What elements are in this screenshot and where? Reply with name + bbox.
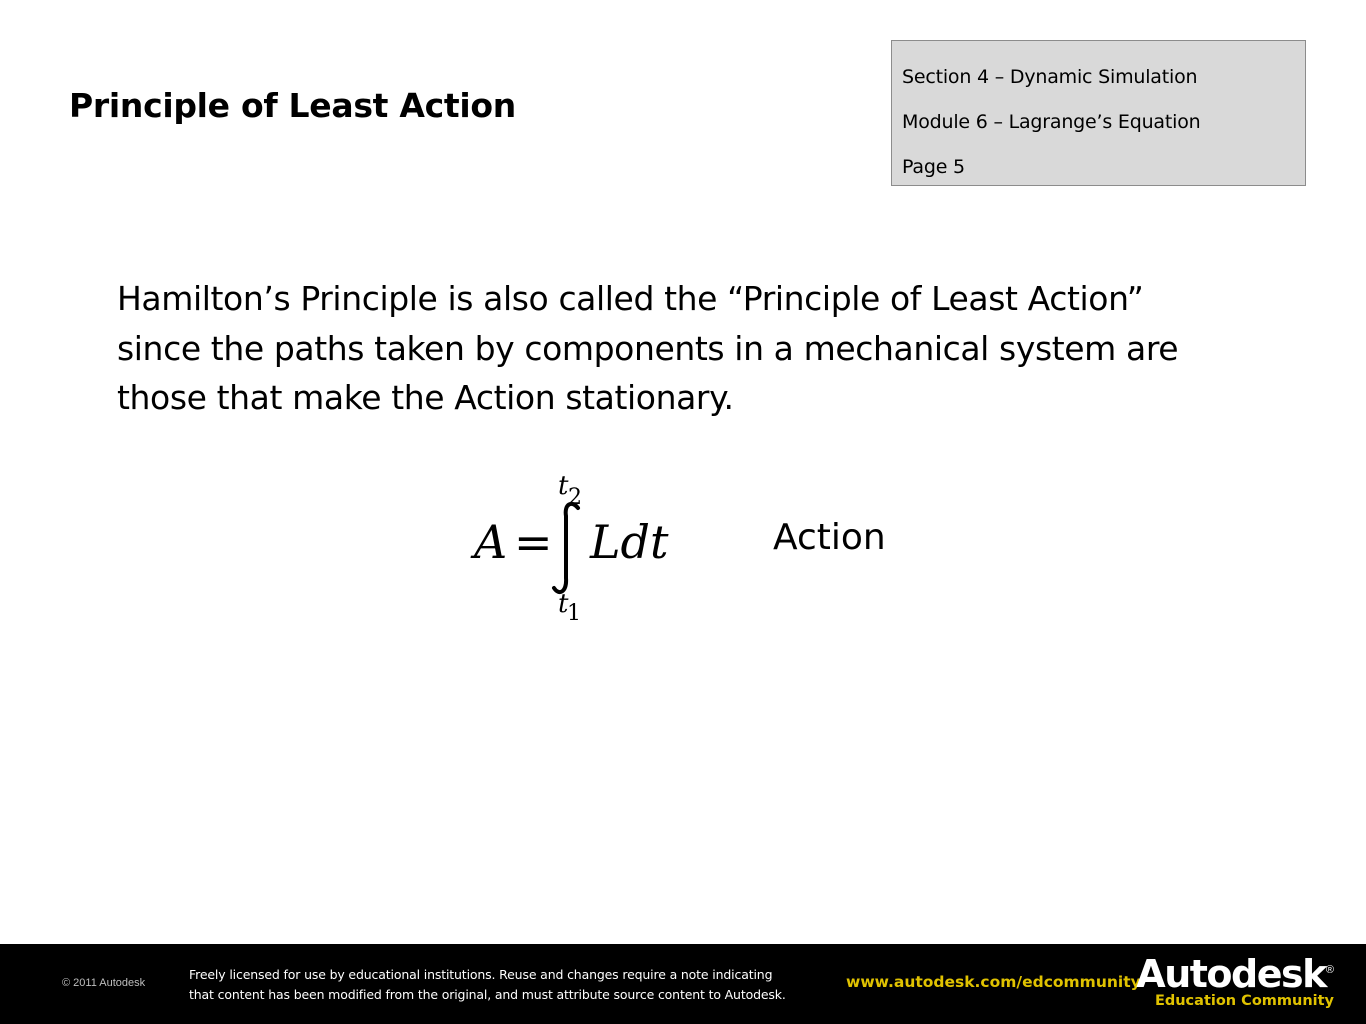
brand-name: Autodesk — [1136, 952, 1326, 996]
equation-operator: = — [514, 515, 553, 569]
action-integral-equation — [468, 470, 698, 630]
lower-limit-var: t — [558, 589, 569, 619]
equation-integrand: Ldt — [590, 515, 669, 569]
license-line-1: Freely licensed for use by educational institutions. Reuse and changes require a note indicating — [189, 967, 773, 982]
lower-limit-sub: 1 — [567, 601, 581, 626]
body-paragraph: Hamilton’s Principle is also called the “Principle of Least Action” since the paths taken by components in a mechanical system are those that make the Action stationary. — [117, 279, 1179, 417]
section-label: Section 4 – Dynamic Simulation — [902, 66, 1198, 88]
autodesk-logo — [1136, 954, 1334, 1010]
copyright-text: © 2011 Autodesk — [62, 977, 146, 989]
license-text — [189, 965, 839, 1005]
upper-limit-sub: 2 — [568, 485, 582, 510]
registered-mark: ® — [1325, 964, 1334, 976]
brand-subtitle: Education Community — [1154, 993, 1334, 1009]
page-label: Page 5 — [902, 156, 965, 178]
upper-limit-var: t — [558, 471, 569, 501]
license-line-2: that content has been modified from the original, and must attribute source content to Autodesk. — [189, 987, 786, 1002]
section-info-box — [891, 40, 1306, 186]
equation-lhs: A — [474, 515, 508, 569]
integral-sign — [554, 504, 578, 592]
edcommunity-link[interactable]: www.autodesk.com/edcommunity — [846, 973, 1141, 991]
slide-title: Principle of Least Action — [69, 86, 516, 125]
equation-label: Action — [773, 517, 886, 558]
footer-bar — [0, 944, 1366, 1024]
module-label: Module 6 – Lagrange’s Equation — [902, 111, 1201, 133]
